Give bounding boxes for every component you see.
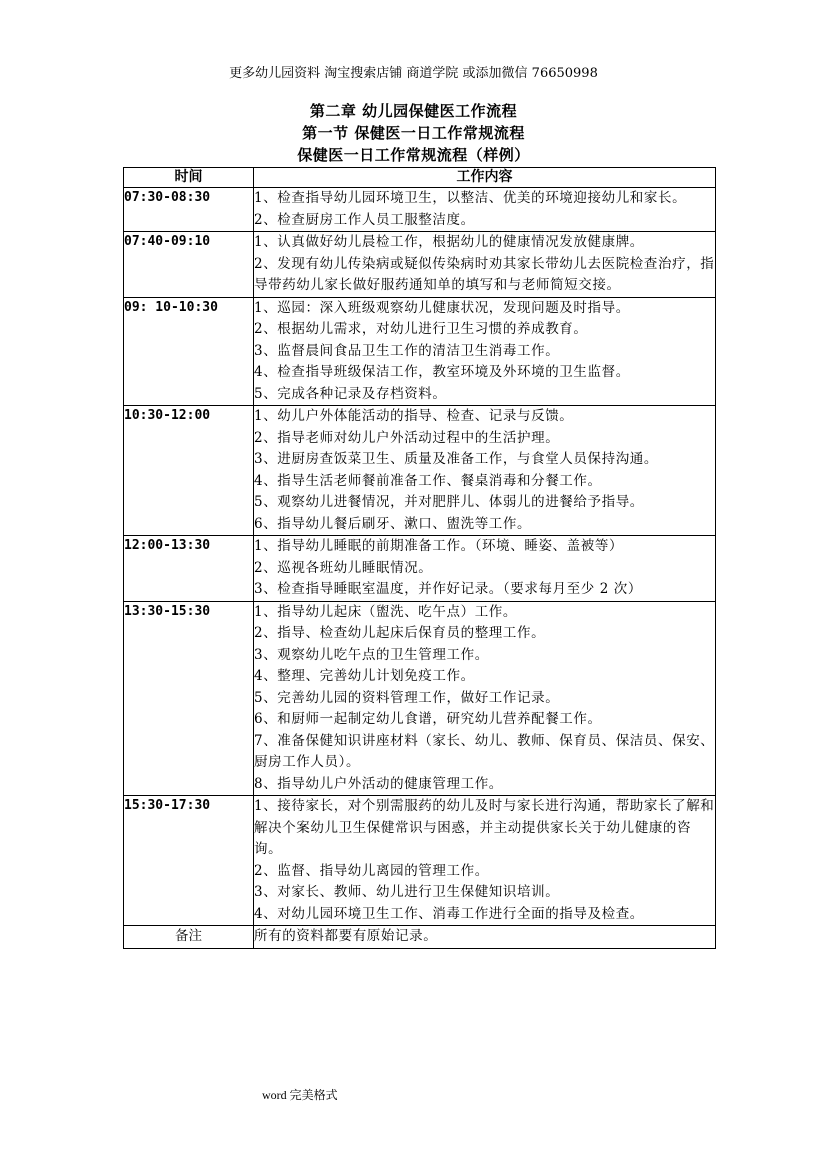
time-cell: 07:40-09:10: [124, 232, 254, 298]
table-row: [124, 601, 716, 796]
content-cell: [254, 536, 716, 602]
content-item: 3、对家长、教师、幼儿进行卫生保健知识培训。: [254, 884, 560, 900]
time-cell: 13:30-15:30: [124, 601, 254, 796]
note-label: 备注: [124, 926, 254, 949]
content-item: 3、观察幼儿吃午点的卫生管理工作。: [254, 646, 489, 663]
content-item: 1、巡园：深入班级观察幼儿健康状况，发现问题及时指导。: [254, 299, 630, 316]
content-item: 1、接待家长，对个别需服药的幼儿及时与家长进行沟通，帮助家长了解和解决个案幼儿卫生保健常识与困惑，并主动提供家长关于幼儿健康的咨询。: [254, 798, 715, 857]
table-row: [124, 536, 716, 602]
note-row: [124, 926, 716, 949]
content-item: 1、指导幼儿睡眠的前期准备工作。（环境、睡姿、盖被等）: [254, 538, 624, 554]
table-header-row: [124, 168, 716, 188]
content-item: 5、观察幼儿进餐情况，并对肥胖儿、体弱儿的进餐给予指导。: [254, 494, 644, 510]
time-cell: 15:30-17:30: [124, 796, 254, 926]
table-title: 保健医一日工作常规流程（样例）: [297, 146, 530, 164]
schedule-table: [123, 167, 716, 949]
content-cell: [254, 188, 716, 232]
content-item: 6、指导幼儿餐后刷牙、漱口、盥洗等工作。: [254, 515, 532, 532]
content-item: 1、幼儿户外体能活动的指导、检查、记录与反馈。: [254, 408, 574, 424]
content-item: 4、检查指导班级保洁工作，教室环境及外环境的卫生监督。: [254, 364, 630, 380]
table-row: [124, 232, 716, 298]
time-cell: 09: 10-10:30: [124, 297, 254, 406]
header-content: 工作内容: [254, 168, 716, 188]
chapter-title: 第二章 幼儿园保健医工作流程: [309, 102, 518, 120]
content-item: 6、和厨师一起制定幼儿食谱，研究幼儿营养配餐工作。: [254, 711, 602, 727]
time-cell: 07:30-08:30: [124, 188, 254, 232]
content-cell: [254, 406, 716, 536]
content-item: 5、完善幼儿园的资料管理工作，做好工作记录。: [254, 689, 560, 706]
time-cell: 10:30-12:00: [124, 406, 254, 536]
section-title: 第一节 保健医一日工作常规流程: [302, 124, 525, 142]
content-cell: [254, 796, 716, 926]
content-cell: [254, 232, 716, 298]
table-row: [124, 796, 716, 926]
content-item: 3、进厨房查饭菜卫生、质量及准备工作，与食堂人员保持沟通。: [254, 451, 658, 467]
header-time: 时间: [124, 168, 254, 188]
table-row: [124, 297, 716, 406]
content-item: 2、指导、检查幼儿起床后保育员的整理工作。: [254, 625, 546, 641]
note-cell: [254, 926, 716, 949]
footer-note: word 完美格式: [262, 1088, 338, 1102]
header-note: 更多幼儿园资料 淘宝搜索店铺 商道学院 或添加微信 76650998: [229, 66, 598, 81]
content-item: 1、指导幼儿起床（盥洗、吃午点）工作。: [254, 603, 517, 620]
content-item: 2、监督、指导幼儿离园的管理工作。: [254, 862, 489, 879]
content-item: 2、指导老师对幼儿户外活动过程中的生活护理。: [254, 429, 560, 446]
content-item: 5、完成各种记录及存档资料。: [254, 385, 447, 402]
table-row: [124, 406, 716, 536]
content-item: 2、巡视各班幼儿睡眠情况。: [254, 559, 433, 576]
content-item: 8、指导幼儿户外活动的健康管理工作。: [254, 775, 503, 792]
time-cell: 12:00-13:30: [124, 536, 254, 602]
content-item: 3、检查指导睡眠室温度，并作好记录。（要求每月至少 2 次）: [254, 581, 643, 597]
title-block: [0, 100, 827, 166]
content-cell: [254, 601, 716, 796]
content-item: 2、根据幼儿需求，对幼儿进行卫生习惯的养成教育。: [254, 321, 588, 337]
content-item: 1、检查指导幼儿园环境卫生，以整洁、优美的环境迎接幼儿和家长。: [254, 190, 687, 206]
schedule-body: [124, 188, 716, 949]
content-item: 7、准备保健知识讲座材料（家长、幼儿、教师、保育员、保洁员、保安、厨房工作人员）。: [254, 732, 715, 770]
content-item: 1、认真做好幼儿晨检工作，根据幼儿的健康情况发放健康牌。: [254, 234, 644, 250]
content-cell: [254, 297, 716, 406]
content-item: 4、指导生活老师餐前准备工作、餐桌消毒和分餐工作。: [254, 472, 602, 489]
content-item: 4、整理、完善幼儿计划免疫工作。: [254, 668, 475, 684]
content-item: 2、发现有幼儿传染病或疑似传染病时劝其家长带幼儿去医院检查治疗，指导带药幼儿家长做好服药通知单的填写和与老师简短交接。: [254, 255, 715, 293]
content-item: 2、检查厨房工作人员工服整洁度。: [254, 211, 475, 228]
table-row: [124, 188, 716, 232]
content-item: 3、监督晨间食品卫生工作的清洁卫生消毒工作。: [254, 342, 560, 359]
note-text: 所有的资料都要有原始记录。: [254, 928, 438, 944]
content-item: 4、对幼儿园环境卫生工作、消毒工作进行全面的指导及检查。: [254, 905, 644, 922]
